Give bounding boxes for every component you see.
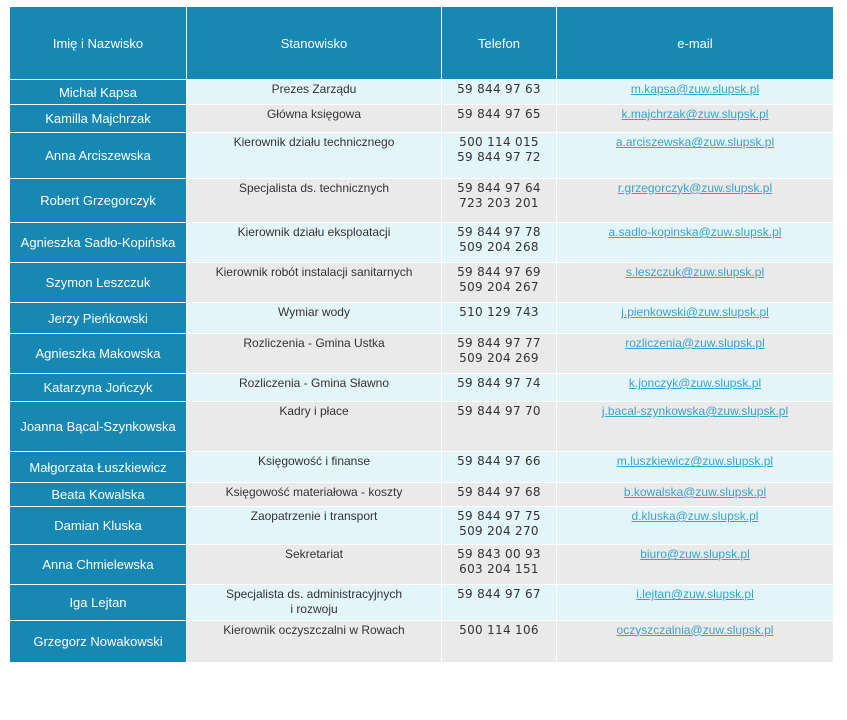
position-cell bbox=[187, 179, 442, 223]
position-text: Księgowość materiałowa - koszty bbox=[225, 484, 403, 499]
position-text: Główna księgowa bbox=[266, 107, 362, 122]
position-cell bbox=[187, 263, 442, 303]
position-cell bbox=[187, 483, 442, 507]
phone-number: 59 844 97 65 bbox=[457, 107, 541, 122]
phone-cell bbox=[442, 80, 557, 105]
phone-cell bbox=[442, 483, 557, 507]
table-row bbox=[10, 483, 833, 507]
email-link[interactable]: j.bacal-szynkowska@zuw.slupsk.pl bbox=[601, 404, 789, 419]
position-cell bbox=[187, 223, 442, 263]
email-cell bbox=[557, 80, 833, 105]
position-cell bbox=[187, 507, 442, 545]
phone-number: 59 843 00 93 bbox=[457, 547, 541, 562]
position-text: Kierownik oczyszczalni w Rowach bbox=[223, 622, 405, 637]
position-cell bbox=[187, 80, 442, 105]
person-name: Anna Arciszewska bbox=[10, 133, 187, 178]
table-row bbox=[10, 303, 833, 333]
email-cell bbox=[557, 483, 833, 507]
phone-number: 59 844 97 75 bbox=[457, 508, 541, 523]
header-name: Imię i Nazwisko bbox=[10, 7, 187, 80]
table-row bbox=[10, 374, 833, 402]
phone-cell bbox=[442, 545, 557, 585]
table-row bbox=[10, 507, 833, 545]
phone-cell bbox=[442, 105, 557, 133]
email-cell bbox=[557, 585, 833, 620]
phone-cell bbox=[442, 133, 557, 178]
email-cell bbox=[557, 334, 833, 374]
person-name: Jerzy Pieńkowski bbox=[10, 303, 187, 333]
position-text: Kadry i płace bbox=[279, 404, 349, 419]
email-link[interactable]: j.pienkowski@zuw.slupsk.pl bbox=[621, 305, 769, 320]
email-link[interactable]: m.kapsa@zuw.slupsk.pl bbox=[630, 82, 760, 96]
phone-cell bbox=[442, 507, 557, 545]
position-text: Zaopatrzenie i transport bbox=[250, 508, 378, 523]
person-name: Szymon Leszczuk bbox=[10, 263, 187, 303]
contacts-table bbox=[10, 7, 833, 663]
header-email: e-mail bbox=[557, 7, 833, 80]
email-link[interactable]: m.luszkiewicz@zuw.slupsk.pl bbox=[616, 454, 774, 469]
position-cell bbox=[187, 133, 442, 178]
person-name: Joanna Bącal-Szynkowska bbox=[10, 402, 187, 452]
email-link[interactable]: i.lejtan@zuw.slupsk.pl bbox=[636, 587, 754, 602]
phone-cell bbox=[442, 263, 557, 303]
table-row bbox=[10, 223, 833, 263]
phone-cell bbox=[442, 303, 557, 333]
email-cell bbox=[557, 374, 833, 402]
position-text: Księgowość i finanse bbox=[257, 454, 371, 469]
phone-cell bbox=[442, 452, 557, 482]
email-link[interactable]: r.grzegorczyk@zuw.slupsk.pl bbox=[617, 180, 773, 195]
person-name: Agnieszka Makowska bbox=[10, 334, 187, 374]
phone-number: 59 844 97 63 bbox=[457, 82, 541, 96]
position-text: Sekretariat bbox=[284, 547, 344, 562]
table-row bbox=[10, 105, 833, 133]
email-link[interactable]: b.kowalska@zuw.slupsk.pl bbox=[623, 484, 767, 499]
phone-number: 59 844 97 66 bbox=[457, 454, 541, 469]
email-cell bbox=[557, 179, 833, 223]
email-link[interactable]: rozliczenia@zuw.slupsk.pl bbox=[625, 335, 765, 350]
phone-number: 59 844 97 68 bbox=[457, 484, 541, 499]
phone-number: 59 844 97 77 bbox=[457, 335, 541, 350]
phone-cell bbox=[442, 621, 557, 663]
position-text: Specjalista ds. administracyjnych bbox=[225, 587, 403, 602]
email-cell bbox=[557, 223, 833, 263]
phone-cell bbox=[442, 374, 557, 402]
phone-number: 500 114 015 bbox=[459, 135, 539, 150]
table-row bbox=[10, 545, 833, 585]
table-row bbox=[10, 334, 833, 374]
table-row bbox=[10, 80, 833, 105]
position-cell bbox=[187, 545, 442, 585]
phone-number: 59 844 97 69 bbox=[457, 265, 541, 280]
email-cell bbox=[557, 545, 833, 585]
position-text: Kierownik działu technicznego bbox=[233, 135, 395, 150]
position-text: Kierownik robót instalacji sanitarnych bbox=[215, 265, 413, 280]
table-row bbox=[10, 133, 833, 178]
phone-number: 509 204 270 bbox=[459, 523, 539, 538]
email-cell bbox=[557, 621, 833, 663]
person-name: Małgorzata Łuszkiewicz bbox=[10, 452, 187, 482]
table-row bbox=[10, 402, 833, 452]
email-link[interactable]: k.jonczyk@zuw.slupsk.pl bbox=[628, 375, 762, 390]
person-name: Anna Chmielewska bbox=[10, 545, 187, 585]
email-cell bbox=[557, 507, 833, 545]
phone-number: 500 114 106 bbox=[459, 622, 539, 637]
phone-number: 509 204 268 bbox=[459, 239, 539, 254]
email-cell bbox=[557, 402, 833, 452]
person-name: Agnieszka Sadło-Kopińska bbox=[10, 223, 187, 263]
header-row bbox=[10, 7, 833, 80]
phone-cell bbox=[442, 402, 557, 452]
person-name: Damian Kluska bbox=[10, 507, 187, 545]
person-name: Beata Kowalska bbox=[10, 483, 187, 507]
header-position: Stanowisko bbox=[187, 7, 442, 80]
position-cell bbox=[187, 452, 442, 482]
phone-number: 59 844 97 72 bbox=[457, 150, 541, 165]
email-link[interactable]: d.kluska@zuw.slupsk.pl bbox=[631, 508, 759, 523]
person-name: Kamilla Majchrzak bbox=[10, 105, 187, 133]
phone-number: 59 844 97 78 bbox=[457, 224, 541, 239]
phone-number: 723 203 201 bbox=[459, 195, 539, 210]
phone-number: 59 844 97 64 bbox=[457, 180, 541, 195]
position-cell bbox=[187, 621, 442, 663]
position-cell bbox=[187, 334, 442, 374]
phone-number: 509 204 269 bbox=[459, 350, 539, 365]
position-text: Prezes Zarządu bbox=[271, 82, 357, 96]
email-cell bbox=[557, 105, 833, 133]
phone-cell bbox=[442, 585, 557, 620]
person-name: Robert Grzegorczyk bbox=[10, 179, 187, 223]
phone-number: 59 844 97 70 bbox=[457, 404, 541, 419]
position-cell bbox=[187, 402, 442, 452]
position-text: Wymiar wody bbox=[278, 305, 350, 320]
email-cell bbox=[557, 133, 833, 178]
email-link[interactable]: oczyszczalnia@zuw.slupsk.pl bbox=[616, 622, 774, 637]
table-row bbox=[10, 263, 833, 303]
position-cell bbox=[187, 585, 442, 620]
phone-number: 509 204 267 bbox=[459, 280, 539, 295]
position-cell bbox=[187, 303, 442, 333]
table-row bbox=[10, 585, 833, 620]
position-text: i rozwoju bbox=[290, 602, 338, 617]
phone-number: 510 129 743 bbox=[459, 305, 539, 320]
phone-number: 59 844 97 74 bbox=[457, 375, 541, 390]
phone-cell bbox=[442, 334, 557, 374]
table-row bbox=[10, 621, 833, 663]
phone-number: 59 844 97 67 bbox=[457, 587, 541, 602]
position-text: Specjalista ds. technicznych bbox=[238, 180, 390, 195]
phone-cell bbox=[442, 179, 557, 223]
email-cell bbox=[557, 452, 833, 482]
phone-cell bbox=[442, 223, 557, 263]
position-text: Rozliczenia - Gmina Sławno bbox=[238, 375, 390, 390]
email-link[interactable]: a.sadlo-kopinska@zuw.slupsk.pl bbox=[608, 224, 782, 239]
email-cell bbox=[557, 263, 833, 303]
email-link[interactable]: a.arciszewska@zuw.slupsk.pl bbox=[615, 135, 775, 150]
position-cell bbox=[187, 105, 442, 133]
person-name: Iga Lejtan bbox=[10, 585, 187, 620]
table-row bbox=[10, 452, 833, 482]
position-text: Rozliczenia - Gmina Ustka bbox=[243, 335, 385, 350]
email-link[interactable]: k.majchrzak@zuw.slupsk.pl bbox=[621, 107, 769, 122]
header-phone: Telefon bbox=[442, 7, 557, 80]
email-link[interactable]: s.leszczuk@zuw.slupsk.pl bbox=[625, 265, 765, 280]
position-text: Kierownik działu eksploatacji bbox=[237, 224, 391, 239]
person-name: Katarzyna Jończyk bbox=[10, 374, 187, 402]
phone-number: 603 204 151 bbox=[459, 562, 539, 577]
person-name: Michał Kapsa bbox=[10, 80, 187, 105]
person-name: Grzegorz Nowakowski bbox=[10, 621, 187, 663]
position-cell bbox=[187, 374, 442, 402]
table-row bbox=[10, 179, 833, 223]
email-link[interactable]: biuro@zuw.slupsk.pl bbox=[640, 547, 750, 562]
email-cell bbox=[557, 303, 833, 333]
